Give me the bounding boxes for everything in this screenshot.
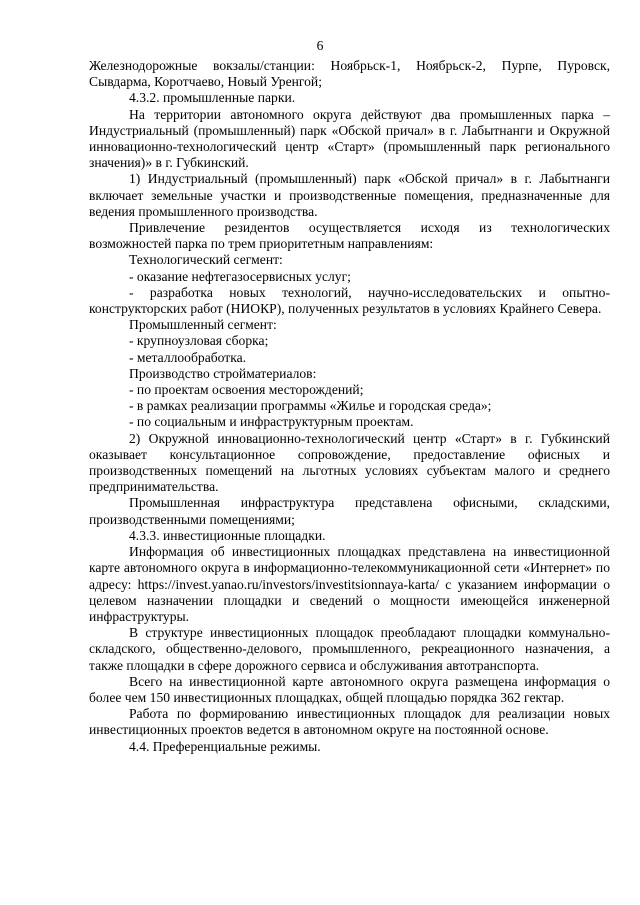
list-item: - по социальным и инфраструктурным проектам. <box>129 414 414 430</box>
list-item: - в рамках реализации программы «Жилье и городская среда»; <box>129 398 492 414</box>
paragraph: 1) Индустриальный (промышленный) парк «Обской причал» в г. Лабытнанги включает земельные участки и производственные помещения, предназначенные для ведения промышленного производства. <box>89 171 610 219</box>
paragraph: Информация об инвестиционных площадках представлена на инвестиционной карте автономного округа в информационно-телекоммуникационной сети «Интернет» по адресу: https://invest.yanao.ru/investors/investitsionnaya-karta/ с указанием информации о целевом назначении площадки и сведений о мощности имеющейся инженерной инфраструктуры. <box>89 544 610 624</box>
list-item: - оказание нефтегазосервисных услуг; <box>129 268 351 284</box>
list-item: - по проектам освоения месторождений; <box>129 382 364 398</box>
section-heading: 4.4. Преференциальные режимы. <box>129 738 321 754</box>
list-heading: Производство стройматериалов: <box>129 365 317 381</box>
list-item: - разработка новых технологий, научно-исследовательских и опытно-конструкторских работ (НИОКР), полученных результатов в условиях Крайнего Севера. <box>89 284 610 317</box>
list-heading: Технологический сегмент: <box>129 252 283 268</box>
page-number: 6 <box>316 38 324 53</box>
paragraph: Привлечение резидентов осуществляется исходя из технологических возможностей парка по трем приоритетным направлениям: <box>89 220 610 252</box>
list-item: - крупноузловая сборка; <box>129 333 269 349</box>
list-item: - металлообработка. <box>129 349 247 365</box>
paragraph: На территории автономного округа действуют два промышленных парка – Индустриальный (промышленный) парк «Обской причал» в г. Лабытнанги и Окружной инновационно-технологический центр «Старт» (промышленный парк регионального значения)» в г. Губкинский. <box>89 106 610 171</box>
paragraph: Всего на инвестиционной карте автономного округа размещена информация о более чем 150 инвестиционных площадках, общей площадью порядка 362 гектар. <box>89 673 610 705</box>
paragraph: Железнодорожные вокзалы/станции: Ноябрьск-1, Ноябрьск-2, Пурпе, Пуровск, Сывдарма, Коротчаево, Новый Уренгой; <box>89 58 610 90</box>
list-heading: Промышленный сегмент: <box>129 317 277 333</box>
document-body <box>89 58 610 755</box>
section-heading: 4.3.2. промышленные парки. <box>129 90 296 106</box>
paragraph: 2) Окружной инновационно-технологический центр «Старт» в г. Губкинский оказывает консультационное сопровождение, предоставление офисных и производственных помещений на льготных условиях субъектам малого и среднего предпринимательства. <box>89 430 610 495</box>
section-heading: 4.3.3. инвестиционные площадки. <box>129 527 326 543</box>
paragraph: В структуре инвестиционных площадок преобладают площадки коммунально-складского, общественно-делового, промышленного, рекреационного назначения, а также площадки в сфере дорожного сервиса и обслуживания автотранспорта. <box>89 625 610 673</box>
paragraph: Работа по формированию инвестиционных площадок для реализации новых инвестиционных проектов ведется в автономном округе на постоянной основе. <box>89 706 610 738</box>
paragraph: Промышленная инфраструктура представлена офисными, складскими, производственными помещениями; <box>89 495 610 527</box>
